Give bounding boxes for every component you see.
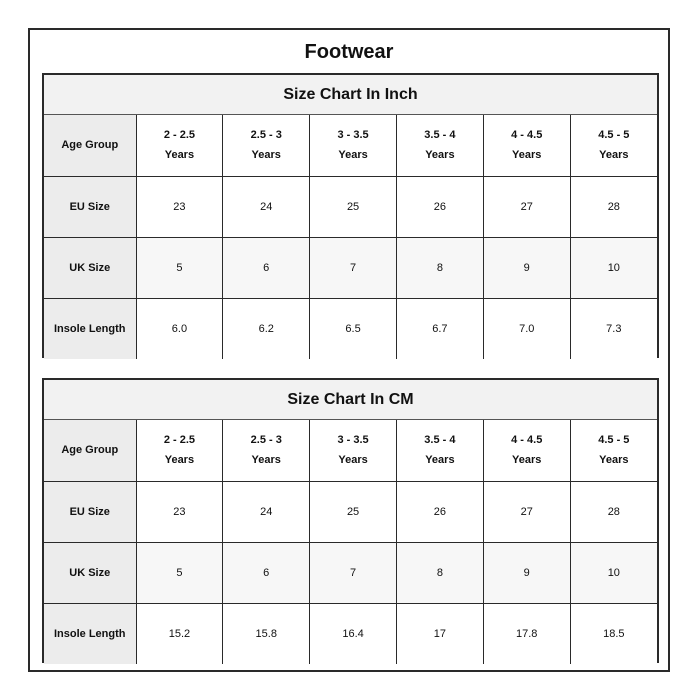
age-range: 4 - 4.5: [511, 434, 543, 447]
age-range: 4.5 - 5: [598, 434, 630, 447]
age-group-cell: [570, 420, 657, 481]
insole-length-cell: 17.8: [483, 603, 570, 664]
size-chart-frame: [28, 28, 670, 672]
age-unit: Years: [425, 454, 455, 467]
eu-size-cell: 23: [136, 481, 223, 542]
eu-size-cell: 27: [483, 481, 570, 542]
age-unit: Years: [164, 149, 195, 162]
age-group-cell: [570, 115, 657, 176]
uk-size-cell: 10: [570, 237, 657, 298]
age-unit: Years: [338, 454, 368, 467]
age-group-cell: [136, 115, 223, 176]
eu-size-cell: 25: [310, 481, 397, 542]
age-range: 2.5 - 3: [250, 129, 282, 142]
age-unit: Years: [251, 149, 281, 162]
insole-length-cell: 6.0: [136, 298, 223, 359]
age-group-cell: [310, 420, 397, 481]
insole-length-cell: 6.5: [310, 298, 397, 359]
age-group-cell: [483, 115, 570, 176]
age-range: 3.5 - 4: [424, 129, 456, 142]
insole-length-cell: 15.8: [223, 603, 310, 664]
row-label: Insole Length: [44, 603, 136, 664]
age-unit: Years: [251, 454, 281, 467]
age-range: 4.5 - 5: [598, 129, 630, 142]
age-range: 3.5 - 4: [424, 434, 456, 447]
age-range: 2 - 2.5: [163, 129, 195, 142]
eu-size-cell: 26: [396, 481, 483, 542]
age-range: 3 - 3.5: [337, 434, 369, 447]
age-range: 2 - 2.5: [163, 434, 195, 447]
size-table: [44, 115, 657, 359]
age-unit: Years: [338, 149, 368, 162]
insole-length-cell: 6.7: [396, 298, 483, 359]
insole-length-row: [44, 603, 657, 664]
uk-size-cell: 9: [483, 542, 570, 603]
eu-size-row: [44, 481, 657, 542]
insole-length-cell: 15.2: [136, 603, 223, 664]
eu-size-cell: 28: [570, 176, 657, 237]
age-group-cell: [310, 115, 397, 176]
uk-size-row: [44, 237, 657, 298]
insole-length-cell: 16.4: [310, 603, 397, 664]
uk-size-cell: 5: [136, 237, 223, 298]
age-group-row: [44, 420, 657, 481]
uk-size-cell: 8: [396, 237, 483, 298]
uk-size-cell: 7: [310, 237, 397, 298]
page-title: Footwear: [304, 41, 394, 63]
age-unit: Years: [425, 149, 455, 162]
age-group-cell: [396, 115, 483, 176]
row-label: UK Size: [44, 542, 136, 603]
eu-size-cell: 26: [396, 176, 483, 237]
insole-length-cell: 18.5: [570, 603, 657, 664]
uk-size-cell: 10: [570, 542, 657, 603]
eu-size-cell: 27: [483, 176, 570, 237]
row-label: EU Size: [44, 481, 136, 542]
eu-size-cell: 24: [223, 176, 310, 237]
size-chart-inch: [42, 73, 659, 358]
age-group-cell: [223, 420, 310, 481]
age-group-cell: [223, 115, 310, 176]
eu-size-cell: 23: [136, 176, 223, 237]
age-group-cell: [396, 420, 483, 481]
eu-size-cell: 24: [223, 481, 310, 542]
uk-size-cell: 6: [223, 542, 310, 603]
insole-length-row: [44, 298, 657, 359]
row-label: EU Size: [44, 176, 136, 237]
eu-size-row: [44, 176, 657, 237]
age-group-cell: [483, 420, 570, 481]
age-unit: Years: [599, 149, 629, 162]
age-unit: Years: [599, 454, 629, 467]
insole-length-cell: 17: [396, 603, 483, 664]
age-group-row: [44, 115, 657, 176]
insole-length-cell: 7.0: [483, 298, 570, 359]
age-unit: Years: [512, 454, 542, 467]
age-range: 4 - 4.5: [511, 129, 543, 142]
age-unit: Years: [512, 149, 542, 162]
eu-size-cell: 25: [310, 176, 397, 237]
uk-size-cell: 8: [396, 542, 483, 603]
age-unit: Years: [164, 454, 195, 467]
uk-size-row: [44, 542, 657, 603]
insole-length-cell: 6.2: [223, 298, 310, 359]
insole-length-cell: 7.3: [570, 298, 657, 359]
size-chart-cm: [42, 378, 659, 663]
uk-size-cell: 5: [136, 542, 223, 603]
uk-size-cell: 9: [483, 237, 570, 298]
chart-heading: Size Chart In CM: [44, 380, 657, 420]
row-label: UK Size: [44, 237, 136, 298]
eu-size-cell: 28: [570, 481, 657, 542]
row-label: Age Group: [44, 115, 136, 176]
uk-size-cell: 7: [310, 542, 397, 603]
age-group-cell: [136, 420, 223, 481]
chart-heading: Size Chart In Inch: [44, 75, 657, 115]
uk-size-cell: 6: [223, 237, 310, 298]
row-label: Age Group: [44, 420, 136, 481]
age-range: 3 - 3.5: [337, 129, 369, 142]
size-table: [44, 420, 657, 664]
age-range: 2.5 - 3: [250, 434, 282, 447]
row-label: Insole Length: [44, 298, 136, 359]
